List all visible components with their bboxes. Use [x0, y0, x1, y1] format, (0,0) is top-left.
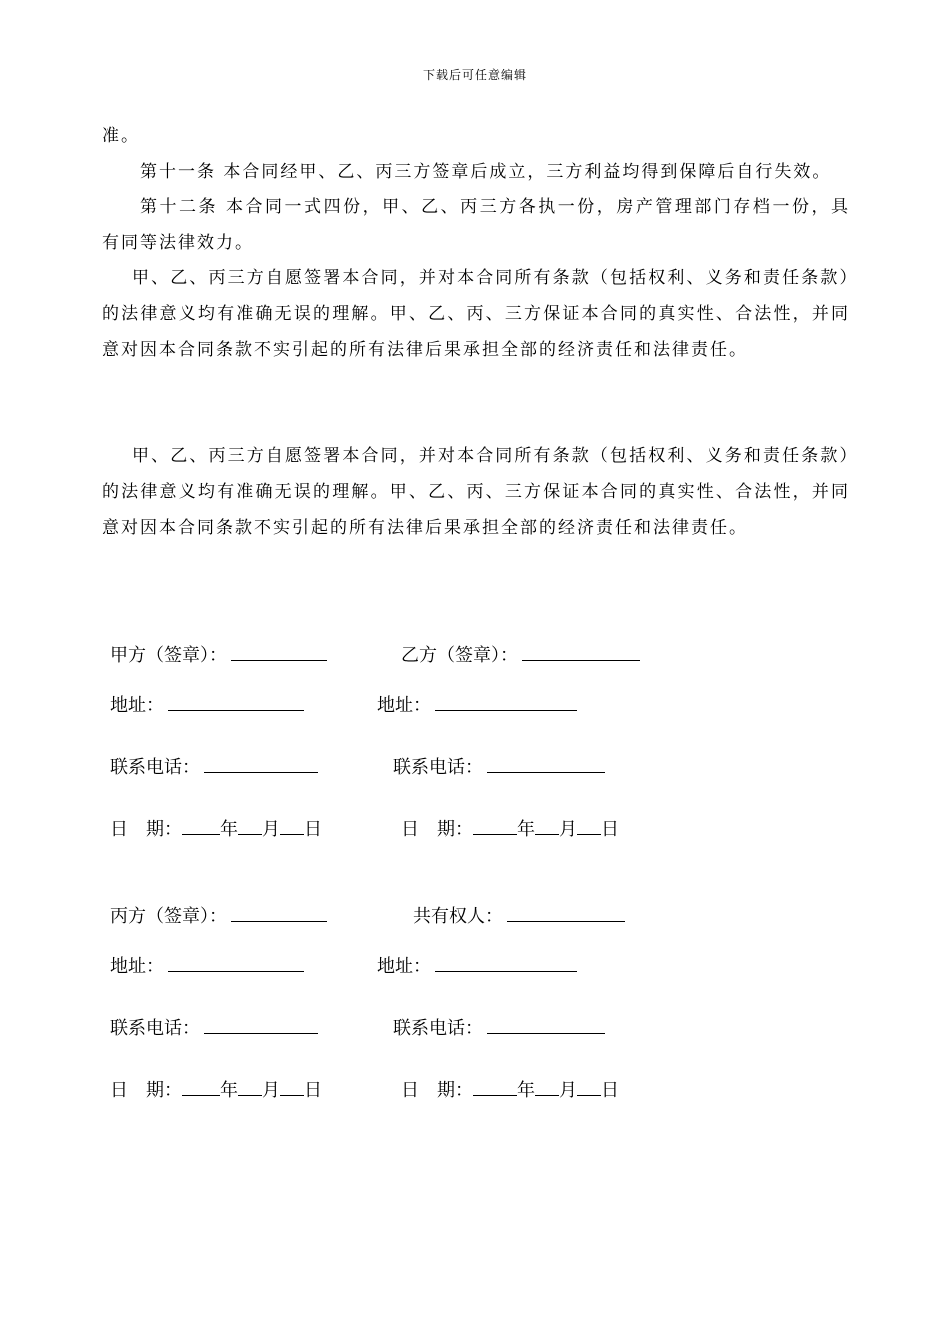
party-c-signature [110, 903, 327, 929]
day-label: 日 [601, 819, 619, 840]
address-label: 地址： [110, 695, 164, 716]
day-line [577, 816, 601, 835]
month-label: 月 [262, 819, 280, 840]
phone-label: 联系电话： [110, 757, 200, 778]
paragraph-article-12: 第十二条 本合同一式四份，甲、乙、丙三方各执一份，房产管理部门存档一份，具有同等法律效力。 [102, 197, 850, 253]
day-label: 日 [304, 819, 322, 840]
party-b-signature [401, 642, 640, 668]
month-label: 月 [559, 819, 577, 840]
co-owner-address [377, 953, 577, 979]
party-c-signature-line [231, 903, 327, 922]
party-a-signature [110, 642, 327, 668]
month-label: 月 [262, 1080, 280, 1101]
day-label: 日 [601, 1080, 619, 1101]
year-line [473, 816, 517, 835]
day-line [280, 816, 304, 835]
year-line [182, 1077, 220, 1096]
co-owner-date [401, 1077, 619, 1103]
party-c-label: 丙方（签章）： [110, 906, 227, 927]
year-label: 年 [220, 1080, 238, 1101]
month-label: 月 [559, 1080, 577, 1101]
address-label: 地址： [377, 956, 431, 977]
paragraph-continuation: 准。 [102, 126, 140, 146]
day-label: 日 [304, 1080, 322, 1101]
paragraph-article-11: 第十一条 本合同经甲、乙、丙三方签章后成立，三方利益均得到保障后自行失效。 [140, 162, 832, 182]
party-a-date [110, 816, 322, 842]
year-line [473, 1077, 517, 1096]
party-a-address [110, 692, 304, 718]
paragraph-agreement-1: 甲、乙、丙三方自愿签署本合同，并对本合同所有条款（包括权利、义务和责任条款）的法律意义均有准确无误的理解。甲、乙、丙、三方保证本合同的真实性、合法性，并同意对因本合同条款不实引起的所有法律后果承担全部的经济责任和法律责任。 [102, 268, 850, 360]
co-owner-phone [393, 1015, 605, 1041]
date-label: 日 期： [110, 819, 182, 840]
co-owner-signature [413, 903, 625, 929]
month-line [535, 1077, 559, 1096]
party-a-signature-line [231, 642, 327, 661]
address-line [435, 692, 577, 711]
phone-label: 联系电话： [393, 757, 483, 778]
address-line [168, 953, 304, 972]
phone-line [204, 754, 318, 773]
month-line [535, 816, 559, 835]
party-c-date [110, 1077, 322, 1103]
month-line [238, 816, 262, 835]
party-a-phone [110, 754, 318, 780]
month-line [238, 1077, 262, 1096]
date-label: 日 期： [110, 1080, 182, 1101]
party-b-date [401, 816, 619, 842]
party-c-address [110, 953, 304, 979]
phone-line [487, 1015, 605, 1034]
day-line [280, 1077, 304, 1096]
year-label: 年 [517, 819, 535, 840]
year-label: 年 [220, 819, 238, 840]
party-c-phone [110, 1015, 318, 1041]
co-owner-label: 共有权人： [413, 906, 503, 927]
party-b-label: 乙方（签章）： [401, 645, 518, 666]
party-b-address [377, 692, 577, 718]
co-owner-signature-line [507, 903, 625, 922]
party-a-label: 甲方（签章）： [110, 645, 227, 666]
phone-label: 联系电话： [393, 1018, 483, 1039]
year-line [182, 816, 220, 835]
date-label: 日 期： [401, 1080, 473, 1101]
address-line [435, 953, 577, 972]
phone-label: 联系电话： [110, 1018, 200, 1039]
year-label: 年 [517, 1080, 535, 1101]
address-label: 地址： [110, 956, 164, 977]
date-label: 日 期： [401, 819, 473, 840]
party-b-signature-line [522, 642, 640, 661]
phone-line [204, 1015, 318, 1034]
address-line [168, 692, 304, 711]
address-label: 地址： [377, 695, 431, 716]
paragraph-agreement-2: 甲、乙、丙三方自愿签署本合同，并对本合同所有条款（包括权利、义务和责任条款）的法律意义均有准确无误的理解。甲、乙、丙、三方保证本合同的真实性、合法性，并同意对因本合同条款不实引起的所有法律后果承担全部的经济责任和法律责任。 [102, 446, 850, 538]
page-header: 下载后可任意编辑 [422, 68, 527, 82]
phone-line [487, 754, 605, 773]
party-b-phone [393, 754, 605, 780]
day-line [577, 1077, 601, 1096]
